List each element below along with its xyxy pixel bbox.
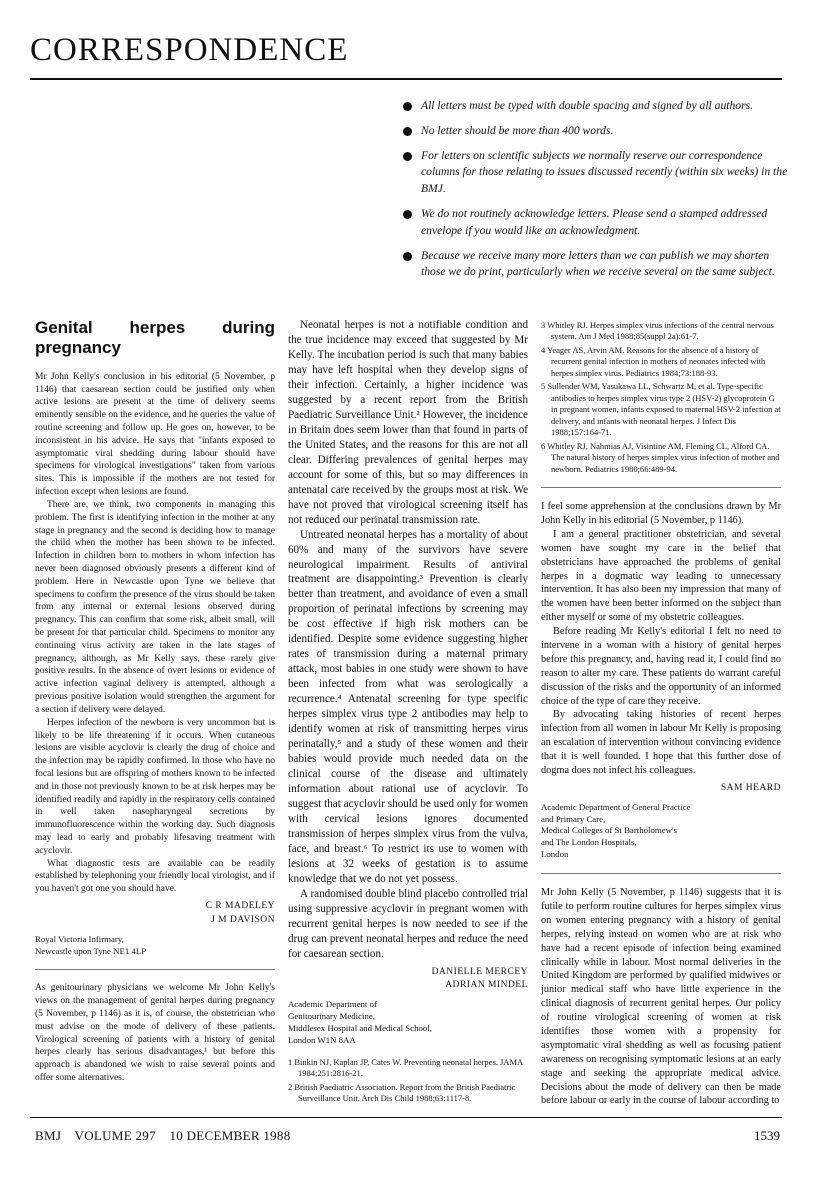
signatory: J M DAVISON <box>211 914 275 925</box>
bullet-icon <box>403 152 412 161</box>
paragraph: Neonatal herpes is not a notifiable condition and the true incidence may exceed that suggested by Mr Kelly. The incubation period is such that many babies may have left hospital when they develop signs of their infection. Certainly, a higher incidence was suggested by a recent report from the British Paediatric Surveillance Unit.² However, the incidence in Britain does seem lower than that found in parts of the United States, and the reasons for this are not all clear. Differing prevalences of genital herpes may account for some of this, but so may differences in antenatal care received by the groups most at risk. We have not proved that virological screening itself has not reduced our perinatal transmission rate. <box>288 319 528 526</box>
address: Royal Victoria Infirmary, Newcastle upon Tyne NE1 4LP <box>35 933 147 956</box>
signatory: C R MADELEY <box>205 901 275 912</box>
footer-rule <box>30 1117 782 1118</box>
bullet-icon <box>403 252 412 261</box>
signatures <box>35 900 275 928</box>
signatures <box>288 966 528 994</box>
references <box>288 1057 528 1105</box>
journal-name: BMJ <box>35 1128 62 1143</box>
column-1 <box>35 318 275 1085</box>
paragraph: Before reading Mr Kelly's editorial I felt no need to intervene in a woman with a history of genital herpes before this pregnancy, and, having read it, I could find no reason to alter my care. These patients do warrant careful discussion of the risks and the opportunity of an informed choice of the type of care they receive. <box>541 626 781 707</box>
footer-citation <box>35 1128 301 1144</box>
bullet-icon <box>403 102 412 111</box>
paragraph: I feel some apprehension at the conclusions drawn by Mr John Kelly in his editorial (5 November, p 1146). <box>541 501 781 526</box>
page-number: 1539 <box>754 1128 780 1143</box>
notice-item: No letter should be more than 400 words. <box>401 123 791 140</box>
notice-item: For letters on scientific subjects we normally reserve our correspondence columns for those relating to issues discussed recently (within six weeks) in the BMJ. <box>401 148 791 198</box>
paragraph: Herpes infection of the newborn is very uncommon but is likely to be life threatening if it occurs. When cutaneous lesions are visible acyclovir is clearly the drug of choice and the infection may be rapidly confirmed. In those who have no focal lesions but are offspring of mothers known to be infected and in those not previously known to be at risk herpes may be identified readily and rapidly in the respiratory cells contained in well taken nasopharyngeal secretions by immunofluorescence within the working day. Such diagnosis may lead to early and probably lifesaving treatment with acyclovir. <box>35 717 275 856</box>
reference-item: 3 Whitley RJ. Herpes simplex virus infections of the central nervous system. Am J Med 1988;85(suppl 2a):61-7. <box>541 320 774 342</box>
section-title: CORRESPONDENCE <box>30 32 349 68</box>
paragraph: I am a general practitioner obstetrician, and several women have sought my care in the belief that obstetricians have approached the problems of genital herpes in a dogmatic way leading to unnecessary intervention. It has also been my impression that many of the women have been better informed on the subject than either myself or some of my obstetric colleagues. <box>541 528 781 624</box>
notice-item: We do not routinely acknowledge letters. Please send a stamped addressed envelope if you would like an acknowledgment. <box>401 206 791 240</box>
letter-divider <box>35 969 275 970</box>
notice-item: Because we receive many more letters than we can publish we may shorten those we do print, particularly when we receive several on the same subject. <box>401 248 791 282</box>
letter-divider <box>541 487 781 488</box>
address: Academic Department of Genitourinary Medicine, Middlesex Hospital and Medical School, London W1N 8AA <box>288 999 432 1045</box>
notice-item: All letters must be typed with double spacing and signed by all authors. <box>401 98 791 115</box>
paragraph: By advocating taking histories of recent herpes infection from all women in labour Mr Kelly is proposing an escalation of intervention without convincing evidence that it is well founded. I hope that this further dose of dogma does not infect his colleagues. <box>541 709 781 777</box>
column-3 <box>541 318 781 1108</box>
reference-item: 6 Whitley RJ, Nahmias AJ, Visintine AM, Fleming CL, Alford CA. The natural history of herpes simplex virus infection of mother and newborn. Pediatrics 1980;66:489-94. <box>541 440 780 474</box>
paragraph: Mr John Kelly's conclusion in his editorial (5 November, p 1146) that caesarean section could be justified only when active lesions are present at the time of delivery seems eminently sensible on the evidence, and he queries the value of routine screening and follow up. He goes on, however, to be inconsistent in his advice. He says that "infants exposed to asymptomatic viral shedding during labour should have specimens for virological investigations" taken from various sites. This is impossible if the mothers are not tested for infection except when lesions are found. <box>35 371 275 498</box>
paragraph: There are, we think, two components in managing this problem. The first is identifying infection in the mother at any stage in pregnancy and the second is deciding how to manage the child when the mother has been shown to be infected. Infection in children born to mothers in whom infection has never been diagnosed obviously presents a different kind of problem. Here in Newcastle upon Tyne we believe that specimens to confirm the presence of the virus should be taken from any internal or external lesions observed during pregnancy. This can confirm that some risk, albeit small, will be present for that particular child. Specimens to monitor any continuing virus activity are taken in the late stages of pregnancy, although, as Mr Kelly says, these rarely give positive results. In the absence of overt lesions or evidence of active infection vaginal delivery is attempted, although a previous positive isolation would strengthen the argument for a section if delivery were delayed. <box>35 499 275 715</box>
letter-divider <box>541 873 781 874</box>
references <box>541 320 781 475</box>
signatory: DANIELLE MERCEY <box>431 966 528 977</box>
signatures <box>541 782 781 796</box>
bullet-icon <box>403 127 412 136</box>
signatory: SAM HEARD <box>720 782 781 793</box>
submission-notices <box>401 98 791 289</box>
volume: VOLUME 297 <box>74 1128 156 1143</box>
bullet-icon <box>403 210 412 219</box>
reference-item: 2 British Paediatric Association. Report from the British Paediatric Surveillance Unit. Arch Dis Child 1988;63:1117-8. <box>288 1081 516 1104</box>
address: Academic Department of General Practice and Primary Care, Medical Colleges of St Bartholomew's and The London Hospitals, London <box>541 801 691 860</box>
paragraph: A randomised double blind placebo controlled trial using suppressive acyclovir in pregnant women with recurrent genital herpes is now needed to see if the drug can prevent neonatal herpes and reduce the need for caesarean section. <box>288 887 528 960</box>
paragraph: What diagnostic tests are available can be readily established by telephoning your friendly local virologist, and if you haven't got one you should have. <box>35 858 275 895</box>
article-title: Genital herpes during pregnancy <box>35 318 275 358</box>
issue-date: 10 DECEMBER 1988 <box>169 1128 291 1143</box>
signatory: ADRIAN MINDEL <box>445 980 528 991</box>
header-rule <box>30 78 782 80</box>
paragraph: As genitourinary physicians we welcome Mr John Kelly's views on the management of genital herpes during pregnancy (5 November, p 1146) as it is, of course, the obstetrician who must advise on the mode of delivery of these patients. Virological screening of patients with a history of genital herpes clearly has serious disadvantages,¹ but before this approach is abandoned we wish to raise several points and offer some alternatives. <box>35 983 275 1084</box>
reference-item: 5 Sullender WM, Yasukawa LL, Schwartz M, et al. Type-specific antibodies to herpes simplex virus type 2 (HSV-2) glycoprotein G in pregnant women, infants exposed to maternal HSV-2 infection at delivery, and infants with neonatal herpes. J Infect Dis 1988;157:164-71. <box>541 381 781 438</box>
reference-item: 1 Binkin NJ, Kaplan JP, Cates W. Preventing neonatal herpes. JAMA 1984;251:2816-21. <box>288 1056 523 1079</box>
reference-item: 4 Yeager AS, Arvin AM. Reasons for the absence of a history of recurrent genital infection in mothers of neonates infected with herpes simplex virus. Pediatrics 1984;73:188-93. <box>541 344 766 378</box>
paragraph: Untreated neonatal herpes has a mortality of about 60% and many of the survivors have severe neurological impairment. Results of antiviral treatment are disappointing.³ Prevention is clearly better than treatment, and avoidance of even a small proportion of perinatal infections by screening may be cost effective if high risk mothers can be identified. Despite some evidence suggesting higher rates of transmission during a maternal primary attack, most babies in one study were shown to have been infected from what was serologically a recurrence.⁴ Antenatal screening for type specific herpes simplex virus type 2 antibodies may help to identify women at risk of transmitting herpes virus perinatally,⁵ and a study of these women and their babies would provide much needed data on the clinical course of the disease and ultimately information about rational use of acyclovir. To suggest that acyclovir should be used only for women with cervical lesions ignores documented transmission of herpes simplex virus from the vulva, face, and breast.⁶ To restrict its use to women with lesions at 32 weeks of gestation is to assume knowledge that we do not yet possess. <box>288 528 528 885</box>
paragraph: Mr John Kelly (5 November, p 1146) suggests that it is futile to perform routine cultures for herpes simplex virus on women entering pregnancy with a history of genital herpes, relying instead on women who are at risk who have had a recent episode of infection being examined clinically while in labour. Most normal deliveries in the United Kingdom are performed by qualified midwives or junior medical staff who have little experience in the clinical diagnosis of recurrent genital herpes. Our policy of routine virological screening of women at risk identifies those women with a propensity for asymptomatic viral shedding as well as focusing patient awareness on recognising symptomatic lesions at an early stage and seeking the appropriate medical advice. Decisions about the mode of delivery can then be made before labour or early in the course of labour according to <box>541 887 781 1107</box>
column-2 <box>288 318 528 1107</box>
